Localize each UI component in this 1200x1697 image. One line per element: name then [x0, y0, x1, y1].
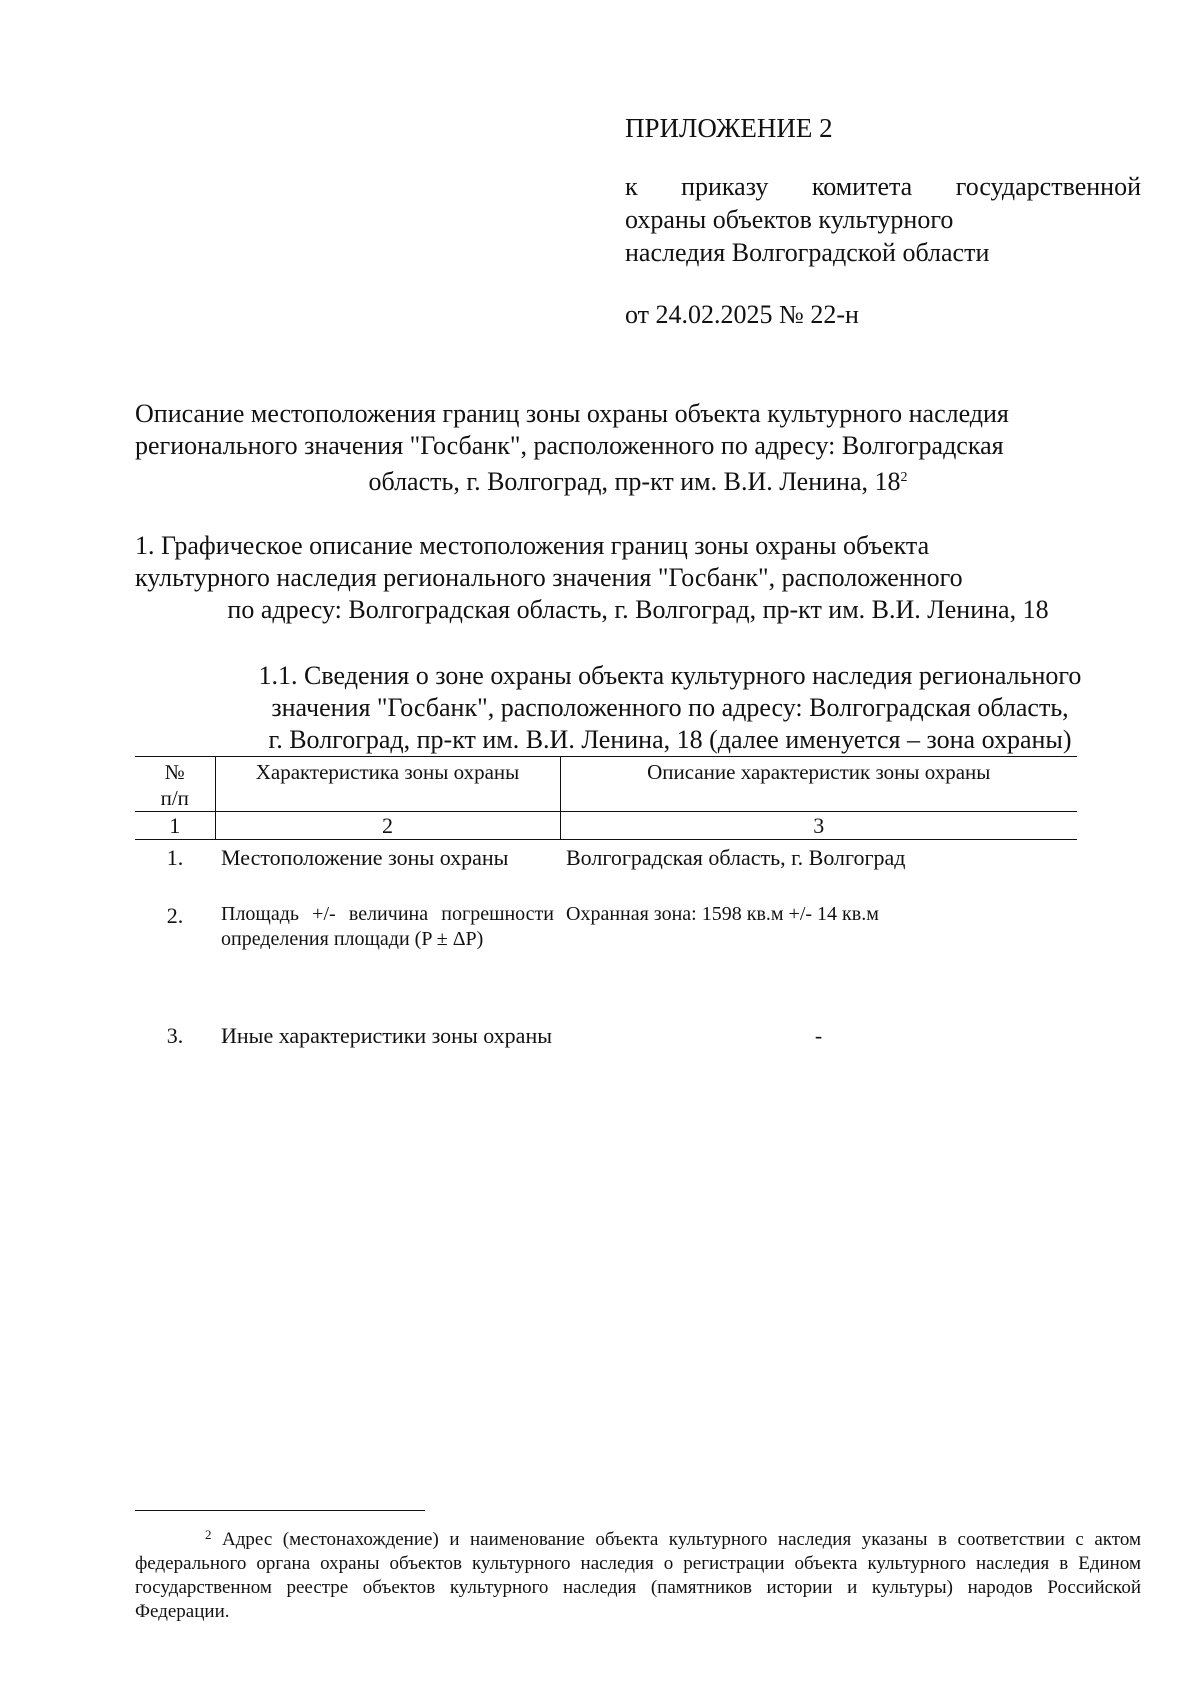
- footnote-text: Адрес (местонахождение) и наименование объекта культурного наследия указаны в соответствии с актом федерального органа охраны объектов культурного наследия о регистрации объекта культурного наследия в Едином государственном реестре объектов культурного наследия (памятников истории и культуры) народов Российской Федерации.: [135, 1529, 1142, 1622]
- document-title: [135, 398, 1141, 498]
- title-line: область, г. Волгоград, пр-кт им. В.И. Ленина, 18: [368, 467, 901, 496]
- row-characteristic: Иные характеристики зоны охраны: [221, 1023, 552, 1048]
- section-heading: [135, 530, 1141, 626]
- column-number: 2: [215, 812, 560, 840]
- order-reference-line: охраны объектов культурного: [625, 205, 954, 234]
- row-characteristic: Местоположение зоны охраны: [221, 845, 509, 870]
- row-description: Волгоградская область, г. Волгоград: [566, 845, 906, 870]
- section-heading-line: 1. Графическое описание местоположения границ зоны охраны объекта: [135, 531, 930, 560]
- column-number-row: [135, 812, 1077, 840]
- header-characteristic: Характеристика зоны охраны: [215, 757, 560, 812]
- table-row: [135, 884, 1077, 1012]
- header-num-abbr: п/п: [160, 786, 189, 810]
- column-number: 1: [135, 812, 215, 840]
- section-heading-line: культурного наследия регионального значения "Госбанк", расположенного: [135, 563, 963, 592]
- row-description: -: [814, 1023, 823, 1048]
- table-row: [135, 1012, 1077, 1082]
- table-row: [135, 840, 1077, 885]
- zone-info-table: [135, 756, 1077, 1082]
- row-number: 3.: [166, 1023, 184, 1048]
- order-reference-line: к приказу комитета государственной: [625, 172, 1141, 201]
- header-num: [135, 757, 215, 812]
- title-line-last: [135, 462, 1141, 498]
- appendix-title: ПРИЛОЖЕНИЕ 2: [625, 113, 833, 143]
- title-line: Описание местоположения границ зоны охраны объекта культурного наследия: [135, 399, 1009, 428]
- footnote-reference: 2: [900, 470, 908, 485]
- table-header-row: [135, 757, 1077, 812]
- subsection-heading-line: значения "Госбанк", расположенного по адресу: Волгоградская область,: [271, 693, 1069, 722]
- order-date: от 24.02.2025 № 22-н: [625, 300, 859, 329]
- row-number: 2.: [166, 903, 184, 928]
- row-characteristic: Площадь +/- величина погрешности определения площади (P ± ΔP): [221, 903, 554, 950]
- order-reference: [625, 170, 1141, 269]
- header-description: Описание характеристик зоны охраны: [560, 757, 1077, 812]
- row-description: Охранная зона: 1598 кв.м +/- 14 кв.м: [566, 903, 879, 925]
- row-number: 1.: [166, 845, 184, 870]
- column-number: 3: [560, 812, 1077, 840]
- section-heading-line: по адресу: Волгоградская область, г. Волгоград, пр-кт им. В.И. Ленина, 18: [227, 595, 1049, 624]
- order-reference-line: наследия Волгоградской области: [625, 238, 990, 267]
- header-num-sign: №: [164, 760, 185, 784]
- title-line: регионального значения "Госбанк", расположенного по адресу: Волгоградская: [135, 431, 1004, 460]
- subsection-heading: [190, 660, 1150, 756]
- subsection-heading-line: 1.1. Сведения о зоне охраны объекта культурного наследия регионального: [258, 661, 1082, 690]
- footnote-separator: [135, 1510, 425, 1511]
- subsection-heading-line: г. Волгоград, пр-кт им. В.И. Ленина, 18 (далее именуется – зона охраны): [268, 725, 1072, 754]
- footnote-mark: 2: [205, 1527, 212, 1542]
- footnote: [135, 1523, 1141, 1624]
